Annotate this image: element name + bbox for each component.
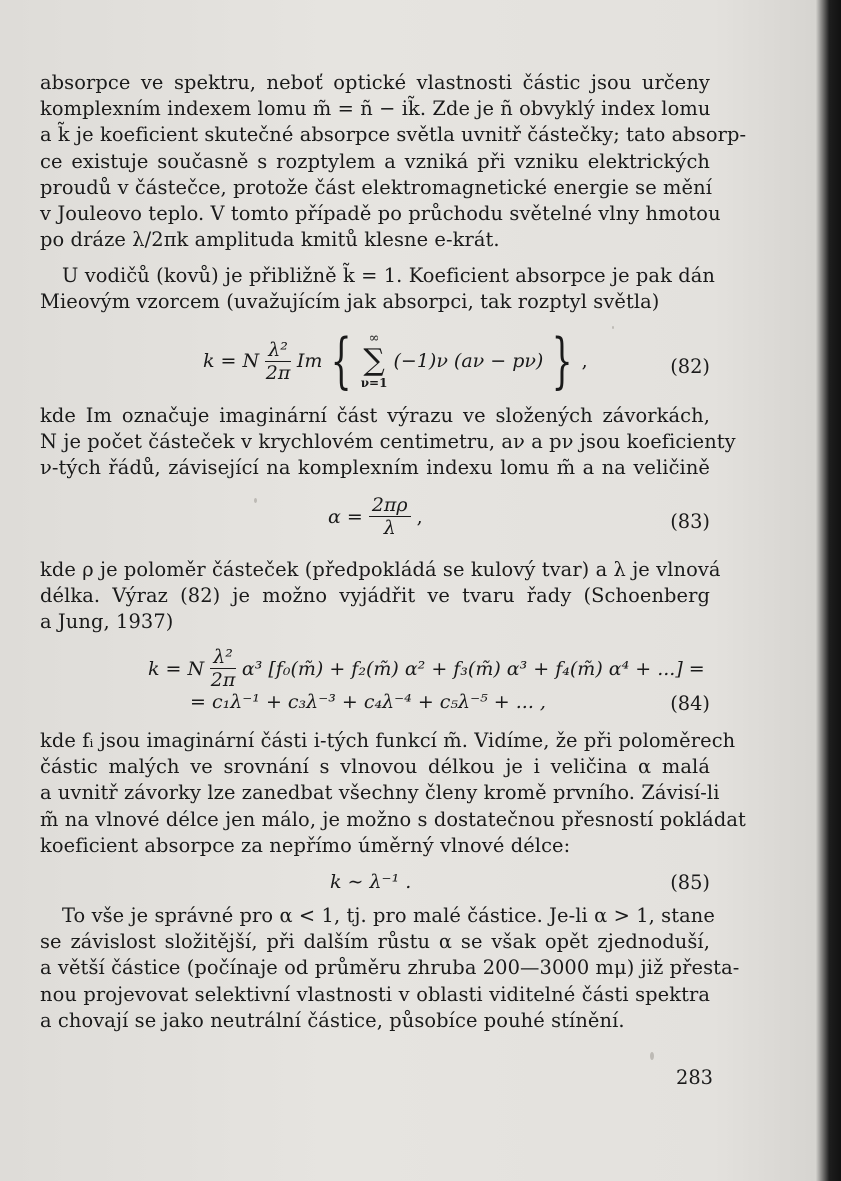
paragraph-6 xyxy=(40,903,740,1034)
text-line: Mieovým vzorcem (uvažujícím jak absorpci, tak rozptyl světla) xyxy=(40,290,660,314)
text-line: se závislost složitější, při dalším růstu α se však opět zjednoduší, xyxy=(40,930,710,954)
text-line: kde ρ je poloměr částeček (předpokládá se kulový tvar) a λ je vlnová xyxy=(40,558,721,581)
eq84-fraction xyxy=(210,646,236,691)
equation-84-line-1 xyxy=(148,646,705,691)
paper-speck xyxy=(612,326,614,329)
paragraph-4 xyxy=(40,557,721,636)
text-line: absorpce ve spektru, neboť optické vlastnosti částic jsou určeny xyxy=(40,71,710,94)
paragraph-5 xyxy=(40,728,746,859)
text-line: a Jung, 1937) xyxy=(40,610,174,634)
left-brace: { xyxy=(331,326,353,396)
text-line: délka. Výraz (82) je možno vyjádřit ve tvaru řady (Schoenberg xyxy=(40,584,710,608)
sigma-icon: ∑ xyxy=(363,343,385,378)
text-line: nou projevovat selektivní vlastnosti v oblasti viditelné části spektra xyxy=(40,982,710,1006)
equation-84-line-2: = c₁λ⁻¹ + c₃λ⁻³ + c₄λ⁻⁴ + c₅λ⁻⁵ + ... , xyxy=(190,691,546,713)
paper-speck xyxy=(254,498,257,503)
eq84-lhs: k = N xyxy=(148,657,205,680)
equation-85-number: (85) xyxy=(670,871,710,894)
text-line: kde Im označuje imaginární část výrazu ve složených závorkách, xyxy=(40,404,710,427)
comma: , xyxy=(581,350,588,372)
eq83-fraction xyxy=(369,494,411,539)
eq82-denominator: 2π xyxy=(265,361,291,384)
text-line: U vodičů (kovů) je přibližně k̃ = 1. Koeficient absorpce je pak dán xyxy=(62,264,715,287)
eq82-im: Im xyxy=(296,350,323,372)
equation-84-number: (84) xyxy=(670,692,710,715)
eq83-lhs: α = xyxy=(328,505,363,528)
text-line: a větší částice (počínaje od průměru zhruba 200—3000 mμ) již přesta- xyxy=(40,956,740,980)
comma: , xyxy=(416,505,423,528)
text-line: proudů v částečce, protože část elektromagnetické energie se mění xyxy=(40,175,713,199)
right-brace: } xyxy=(551,326,573,396)
equation-82 xyxy=(203,326,588,402)
equation-85: k ∼ λ⁻¹ . xyxy=(330,871,412,893)
sum-upper: ∞ xyxy=(368,331,380,346)
text-line: N je počet částeček v krychlovém centimetru, aν a pν jsou koeficienty xyxy=(40,430,736,454)
paragraph-3 xyxy=(40,403,736,482)
text-line: kde fᵢ jsou imaginární části i-tých funkcí m̃. Vidíme, že při poloměrech xyxy=(40,729,736,752)
sum-lower: ν=1 xyxy=(360,376,388,390)
text-line: částic malých ve srovnání s vlnovou délkou je i veličina α malá xyxy=(40,755,710,779)
text-line: v Jouleovo teplo. V tomto případě po průchodu světelné vlny hmotou xyxy=(40,202,721,226)
eq83-numerator: 2πρ xyxy=(369,494,411,517)
eq84-denominator: 2π xyxy=(210,669,236,691)
page-number: 283 xyxy=(676,1066,714,1089)
eq84-rhs: α³ [f₀(m̃) + f₂(m̃) α² + f₃(m̃) α³ + f₄(m̃) α⁴ + ...] = xyxy=(241,657,705,680)
text-line: ce existuje současně s rozptylem a vzniká při vzniku elektrických xyxy=(40,149,710,173)
paragraph-2 xyxy=(40,263,715,315)
summation xyxy=(361,332,388,390)
text-line: To vše je správné pro α < 1, tj. pro malé částice. Je-li α > 1, stane xyxy=(62,904,715,927)
paper-speck xyxy=(650,1052,654,1060)
equation-82-number: (82) xyxy=(670,355,710,378)
text-line: a uvnitř závorky lze zanedbat všechny členy kromě prvního. Závisí-li xyxy=(40,781,720,805)
text-line: a chovají se jako neutrální částice, působíce pouhé stínění. xyxy=(40,1008,625,1032)
text-line: a k̃ je koeficient skutečné absorpce světla uvnitř částečky; tato absorp- xyxy=(40,123,747,147)
text-line: ν-tých řádů, závisející na komplexním indexu lomu m̃ a na veličině xyxy=(40,456,710,480)
paragraph-1 xyxy=(40,70,747,253)
eq82-fraction xyxy=(265,339,291,384)
eq82-numerator: λ² xyxy=(265,339,291,362)
text-line: po dráze λ/2πk amplituda kmitů klesne e-krát. xyxy=(40,228,500,252)
text-line: komplexním indexem lomu m̃ = ñ − ik̃. Zde je ñ obvyklý index lomu xyxy=(40,97,711,121)
eq83-denominator: λ xyxy=(383,517,396,539)
text-line: m̃ na vlnové délce jen málo, je možno s dostatečnou přesností pokládat xyxy=(40,807,746,831)
equation-83 xyxy=(328,494,423,539)
eq82-lhs: k = N xyxy=(203,350,260,372)
text-line: koeficient absorpce za nepřímo úměrný vlnové délce: xyxy=(40,833,571,857)
eq84-numerator: λ² xyxy=(210,646,236,669)
equation-83-number: (83) xyxy=(670,510,710,533)
eq82-body: (−1)ν (aν − pν) xyxy=(393,350,544,372)
